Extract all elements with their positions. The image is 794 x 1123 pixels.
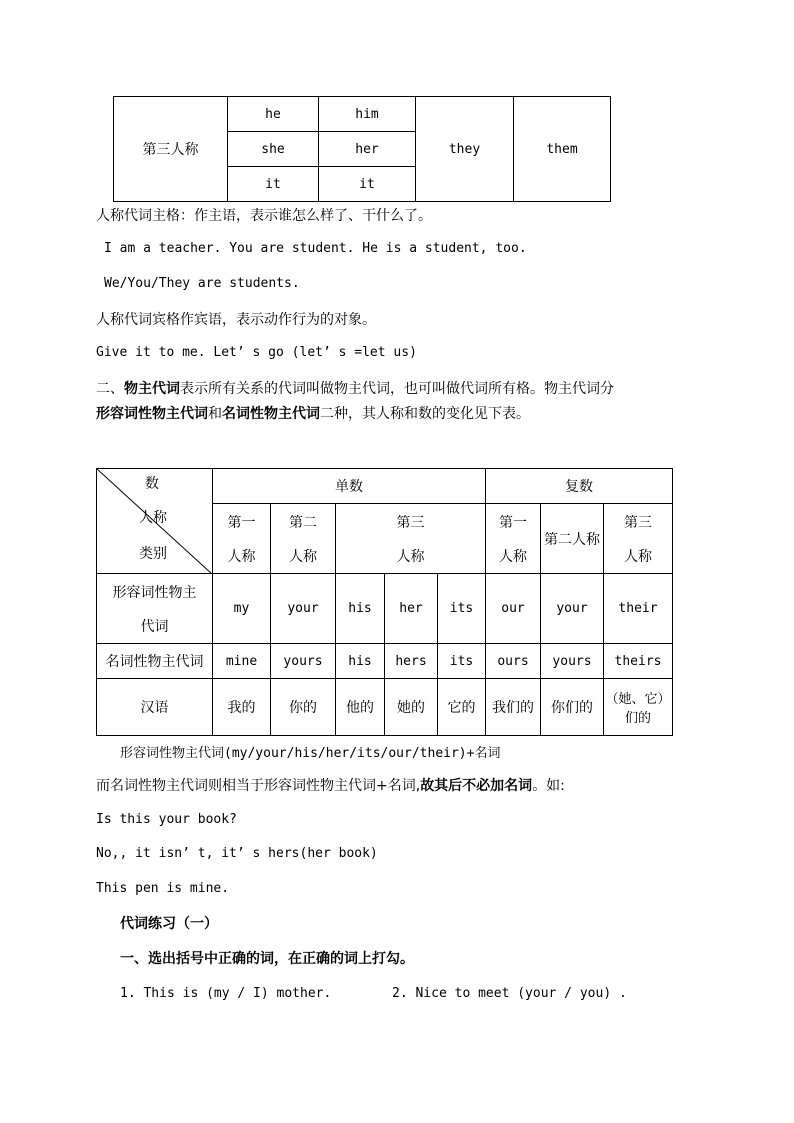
header-singular: 单数 [213,469,486,504]
paragraph-object-case: 人称代词宾格作宾语，表示动作行为的对象。 [96,312,376,328]
example-answer: No,, it isn’ t, it’ s hers(her book) [96,846,378,861]
cell-its: its [438,574,486,644]
header-plural-second-person: 第二人称 [541,504,604,574]
row-label-chinese: 汉语 [97,679,213,736]
cell-him: him [319,97,416,132]
section-number: 二、 [96,381,124,397]
cell-cn-my: 我的 [213,679,271,736]
example-sentence-1: I am a teacher. You are student. He is a student, too. [104,241,527,256]
cell-my: my [213,574,271,644]
term-adjectival-possessive: 形容词性物主代词 [96,406,208,422]
exercise-instruction: 一、选出括号中正确的词，在正确的词上打勾。 [120,951,414,967]
question-1: 1. This is (my / I) mother. [120,986,332,1001]
cell-cn-its: 它的 [438,679,486,736]
paragraph-possessive-intro-line2 [96,403,530,423]
nominal-usage-tail: 。如: [532,778,565,794]
row-label-nominal: 名词性物主代词 [97,644,213,679]
nominal-usage-text: 而名词性物主代词则相当于形容词性物主代词+名词, [96,778,421,794]
conjunction-and: 和 [208,406,222,422]
cell-them: them [514,97,611,202]
cell-theirs: theirs [604,644,673,679]
possessive-pronoun-table [96,468,673,736]
example-statement: This pen is mine. [96,881,230,896]
cell-cn-their: （她、它） 们的 [604,679,673,736]
cell-cn-her: 她的 [385,679,438,736]
paragraph-adjectival-usage: 形容词性物主代词(my/your/his/her/its/our/their)+名词 [120,746,501,761]
cell-mine: mine [213,644,271,679]
example-question: Is this your book? [96,812,237,827]
cell-cn-his: 他的 [336,679,385,736]
header-plural-first-person: 第一 人称 [486,504,541,574]
cell-his-nominal: his [336,644,385,679]
header-plural-third-person: 第三 人称 [604,504,673,574]
possessive-intro-tail: 二种，其人称和数的变化见下表。 [320,406,530,422]
cell-cn-your: 你的 [271,679,336,736]
header-second-person: 第二 人称 [271,504,336,574]
table-corner-header [97,469,213,574]
exercise-title: 代词练习（一） [120,916,218,932]
possessive-definition: 表示所有关系的代词叫做物主代词，也可叫做代词所有格。物主代词分 [180,381,614,397]
cell-your-plural: your [541,574,604,644]
cell-ours: ours [486,644,541,679]
example-sentence-3: Give it to me. Let’ s go (let’ s =let us) [96,345,417,360]
cell-she: she [228,132,319,167]
row-header-third-person: 第三人称 [114,97,228,202]
corner-person-label: 人称 [139,510,167,526]
paragraph-nominal-usage [96,775,565,795]
header-third-person: 第三 人称 [336,504,486,574]
header-first-person: 第一 人称 [213,504,271,574]
cell-it-subject: it [228,167,319,202]
cell-hers: hers [385,644,438,679]
cell-his: his [336,574,385,644]
cell-he: he [228,97,319,132]
header-plural: 复数 [486,469,673,504]
cell-they: they [416,97,514,202]
corner-category-label: 类别 [139,546,167,562]
cell-its-nominal: its [438,644,486,679]
cell-their: their [604,574,673,644]
cell-her: her [319,132,416,167]
cell-yours-plural: yours [541,644,604,679]
example-sentence-2: We/You/They are students. [104,276,300,291]
cell-her: her [385,574,438,644]
paragraph-possessive-intro-line1 [96,378,614,398]
term-nominal-possessive: 名词性物主代词 [222,406,320,422]
cell-your: your [271,574,336,644]
term-possessive-pronoun: 物主代词 [124,381,180,397]
paragraph-subject-case: 人称代词主格：作主语，表示谁怎么样了、干什么了。 [96,208,432,224]
third-person-pronoun-table [113,96,611,202]
cell-cn-our: 我们的 [486,679,541,736]
question-2: 2. Nice to meet (your / you) . [392,986,627,1001]
nominal-usage-emphasis: 故其后不必加名词 [420,778,533,794]
row-label-adjectival: 形容词性物主 代词 [97,574,213,644]
corner-number-label: 数 [145,476,159,492]
cell-cn-your-plural: 你们的 [541,679,604,736]
cell-yours: yours [271,644,336,679]
cell-it-object: it [319,167,416,202]
cell-our: our [486,574,541,644]
